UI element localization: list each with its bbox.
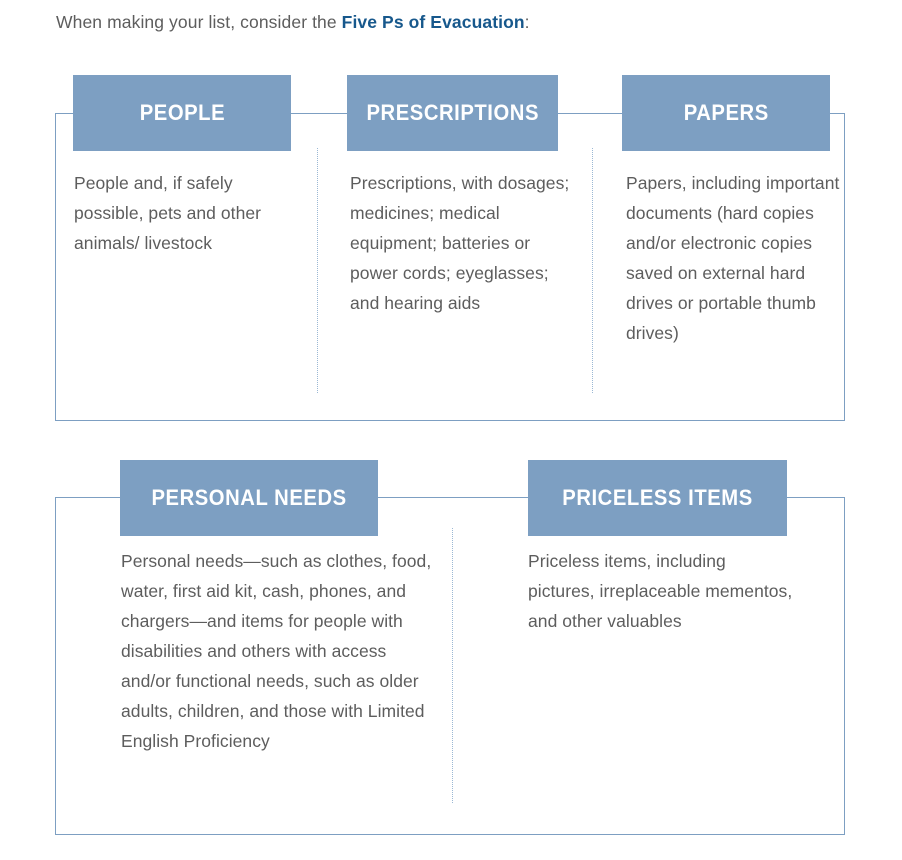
card-header-people — [73, 75, 291, 151]
column-divider-prescriptions-papers — [592, 148, 593, 393]
card-title-priceless-items: PRICELESS ITEMS — [562, 485, 753, 510]
card-header-prescriptions — [347, 75, 558, 151]
card-title-people: PEOPLE — [139, 100, 225, 125]
card-title-prescriptions: PRESCRIPTIONS — [366, 100, 539, 125]
card-header-personal-needs — [120, 460, 378, 536]
intro-sentence — [56, 12, 530, 33]
card-title-papers: PAPERS — [683, 100, 769, 125]
intro-tail-text: : — [524, 12, 530, 32]
intro-lead-text: When making your list, consider the — [56, 12, 342, 32]
column-divider-personal-priceless — [452, 528, 453, 803]
card-header-priceless-items — [528, 460, 787, 536]
card-header-papers — [622, 75, 830, 151]
card-body-prescriptions: Prescriptions, with dosages; medicines; medical equipment; batteries or power cords; eyeglasses; and hearing aids — [350, 173, 570, 313]
card-body-personal-needs: Personal needs—such as clothes, food, water, first aid kit, cash, phones, and chargers—and items for people with disabilities and others with access and/or functional needs, such as older adults, children, and those with Limited English Proficiency — [121, 551, 432, 751]
card-title-personal-needs: PERSONAL NEEDS — [151, 485, 347, 510]
card-body-priceless-items: Priceless items, including pictures, irreplaceable mementos, and other valuables — [528, 551, 793, 631]
intro-accent-text: Five Ps of Evacuation — [341, 12, 525, 32]
card-body-people: People and, if safely possible, pets and other animals/ livestock — [74, 173, 262, 253]
card-body-papers: Papers, including important documents (hard copies and/or electronic copies saved on external hard drives or portable thumb drives) — [626, 173, 840, 343]
column-divider-people-prescriptions — [317, 148, 318, 393]
